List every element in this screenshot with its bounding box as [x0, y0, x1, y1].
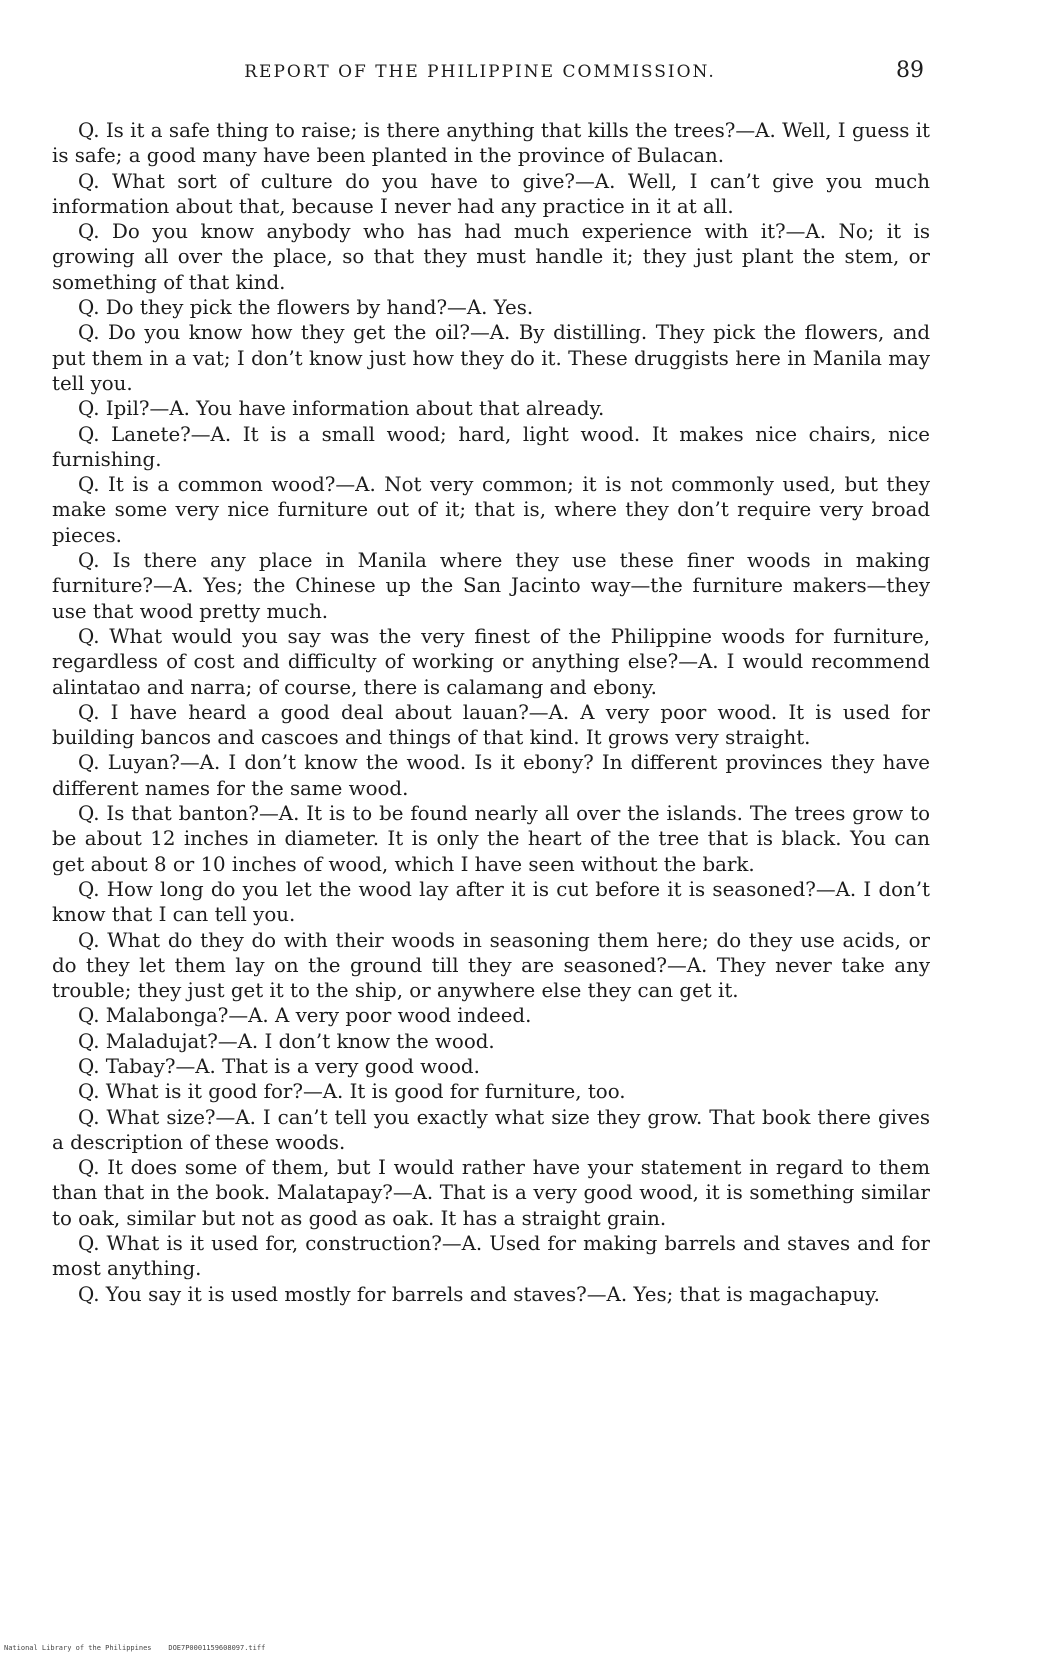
paragraph: Q. Do you know how they get the oil?—A. By distilling. They pick the flowers, and put them in a vat; I don’t know just how they do it. These druggists here in Manila may tell you. [52, 321, 930, 395]
paragraph: Q. How long do you let the wood lay after it is cut before it is seasoned?—A. I don’t know that I can tell you. [52, 877, 930, 927]
paragraph: Q. What would you say was the very finest of the Philippine woods for furniture, regardless of cost and difficulty of working or anything else?—A. I would recommend alintatao and narra; of course, there is calamang and ebony. [52, 624, 930, 699]
paragraph: Q. I have heard a good deal about lauan?—A. A very poor wood. It is used for building bancos and cascoes and things of that kind. It grows very straight. [52, 700, 930, 750]
paragraph: Q. Malabonga?—A. A very poor wood indeed. [78, 1004, 532, 1028]
running-title: REPORT OF THE PHILIPPINE COMMISSION. [244, 62, 716, 82]
paragraph: Q. Is there any place in Manila where they use these finer woods in making furniture?—A. Yes; the Chinese up the San Jacinto way—the furniture makers—they use that wood pretty much. [52, 549, 930, 623]
paragraph: Q. Ipil?—A. You have information about that already. [78, 397, 605, 421]
page-number: 89 [896, 58, 924, 83]
paragraph: Q. Do they pick the flowers by hand?—A. Yes. [78, 296, 534, 320]
paragraph: Q. Do you know anybody who has had much experience with it?—A. No; it is growing all over the place, so that they must handle it; they just plant the stem, or something of that kind. [52, 220, 930, 294]
paragraph: Q. Lanete?—A. It is a small wood; hard, light wood. It makes nice chairs, nice furnishing. [52, 422, 930, 471]
paragraph: Q. It does some of them, but I would rather have your statement in regard to them than that in the book. Malatapay?—A. That is a very good wood, it is something similar to oak, similar but not as good as oak. It has a straight grain. [52, 1156, 930, 1230]
paragraph: Q. What do they do with their woods in seasoning them here; do they use acids, or do they let them lay on the ground till they are seasoned?—A. They never take any trouble; they just get it to the ship, or anywhere else they can get it. [52, 928, 930, 1003]
paragraph: Q. Maladujat?—A. I don’t know the wood. [78, 1029, 495, 1053]
paragraph: Q. What is it good for?—A. It is good for furniture, too. [78, 1080, 626, 1104]
paragraph: Q. What sort of culture do you have to give?—A. Well, I can’t give you much information about that, because I never had any practice in it at all. [52, 169, 930, 218]
paragraph: Q. What is it used for, construction?—A. Used for making barrels and staves and for most anything. [52, 1232, 930, 1281]
paragraph: Q. What size?—A. I can’t tell you exactly what size they grow. That book there gives a description of these woods. [52, 1105, 930, 1154]
paragraph: Q. It is a common wood?—A. Not very common; it is not commonly used, but they make some very nice furniture out of it; that is, where they don’t require very broad pieces. [52, 473, 930, 547]
scan-label: National Library of the Philippines DOE7P0001159608097.tiff [4, 1644, 266, 1652]
paragraph: Q. Is it a safe thing to raise; is there anything that kills the trees?—A. Well, I guess it is safe; a good many have been planted in the province of Bulacan. [52, 119, 930, 168]
paragraph: Q. Is that banton?—A. It is to be found nearly all over the islands. The trees grow to be about 12 inches in diameter. It is only the heart of the tree that is black. You can get about 8 or 10 inches of wood, which I have seen without the bark. [52, 802, 930, 876]
paragraph: Q. You say it is used mostly for barrels and staves?—A. Yes; that is magachapuy. [78, 1282, 880, 1306]
body-text [52, 118, 930, 1307]
paragraph: Q. Tabay?—A. That is a very good wood. [78, 1054, 480, 1078]
paragraph: Q. Luyan?—A. I don’t know the wood. Is it ebony? In different provinces they have different names for the same wood. [52, 751, 930, 800]
